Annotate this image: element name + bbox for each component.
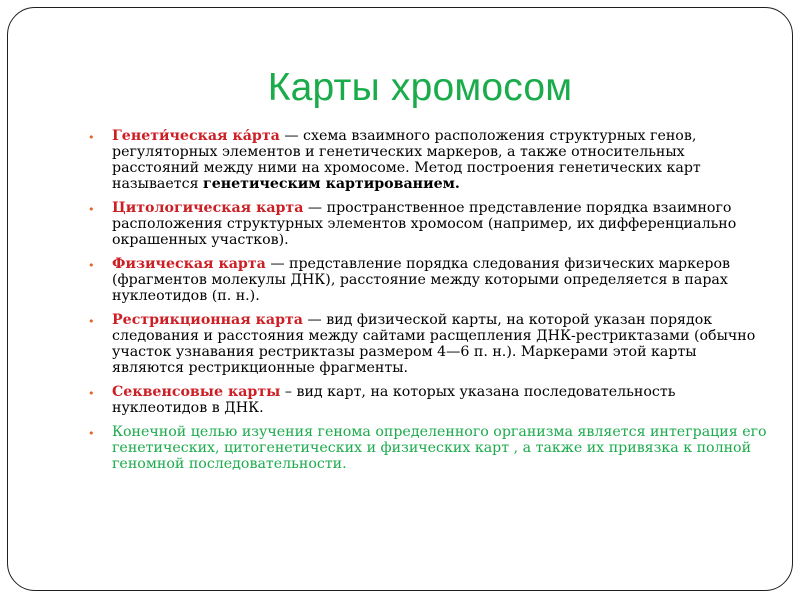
list-item-sequence-map bbox=[88, 384, 768, 416]
genetic-mapping-term: генетическим картированием. bbox=[203, 176, 460, 192]
term-physical-map: Физическая карта bbox=[112, 256, 266, 272]
term-genetic-map: Генети́ческая ка́рта bbox=[112, 128, 280, 144]
bullet-icon: • bbox=[88, 387, 95, 400]
term-restriction-map: Рестрикционная карта bbox=[112, 312, 304, 328]
bullet-icon: • bbox=[88, 259, 95, 272]
list-item-genetic-map bbox=[88, 128, 768, 192]
definition-genetic-map: — схема взаимного расположения структурных генов, регуляторных элементов и генетических маркеров, а также относительных расстояний между ними на хромосоме. Метод построения генетических карт называется bbox=[112, 128, 701, 192]
term-cytological-map: Цитологическая карта bbox=[112, 200, 304, 216]
bullet-icon: • bbox=[88, 131, 95, 144]
list-item-cytological-map bbox=[88, 200, 768, 248]
bullet-list bbox=[88, 128, 768, 480]
definition-physical-map: — представление порядка следования физических маркеров (фрагментов молекулы ДНК), расстояние между которыми определяется в парах нуклеотидов (п. н.). bbox=[112, 256, 730, 304]
definition-restriction-map: — вид физической карты, на которой указан порядок следования и расстояния между сайтами расщепления ДНК-рестриктазами (обычно участок узнавания рестриктазы размером 4—6 п. н.). Маркерами этой карты являются рестрикционные фрагменты. bbox=[112, 312, 756, 376]
conclusion-text: Конечной целью изучения генома определенного организма является интеграция его генетических, цитогенетических и физических карт , а также их привязка к полной геномной последовательности. bbox=[112, 424, 767, 472]
list-item-conclusion bbox=[88, 424, 768, 472]
definition-sequence-map: – вид карт, на которых указана последовательность нуклеотидов в ДНК. bbox=[112, 384, 676, 416]
term-sequence-map: Секвенсовые карты bbox=[112, 384, 281, 400]
bullet-icon: • bbox=[88, 427, 95, 440]
bullet-icon: • bbox=[88, 203, 95, 216]
definition-cytological-map: — пространственное представление порядка взаимного расположения структурных элементов хромосом (например, их дифференциально окрашенных участков). bbox=[112, 200, 737, 248]
bullet-icon: • bbox=[88, 315, 95, 328]
list-item-physical-map bbox=[88, 256, 768, 304]
slide-title: Карты хромосом bbox=[267, 66, 573, 109]
list-item-restriction-map bbox=[88, 312, 768, 376]
